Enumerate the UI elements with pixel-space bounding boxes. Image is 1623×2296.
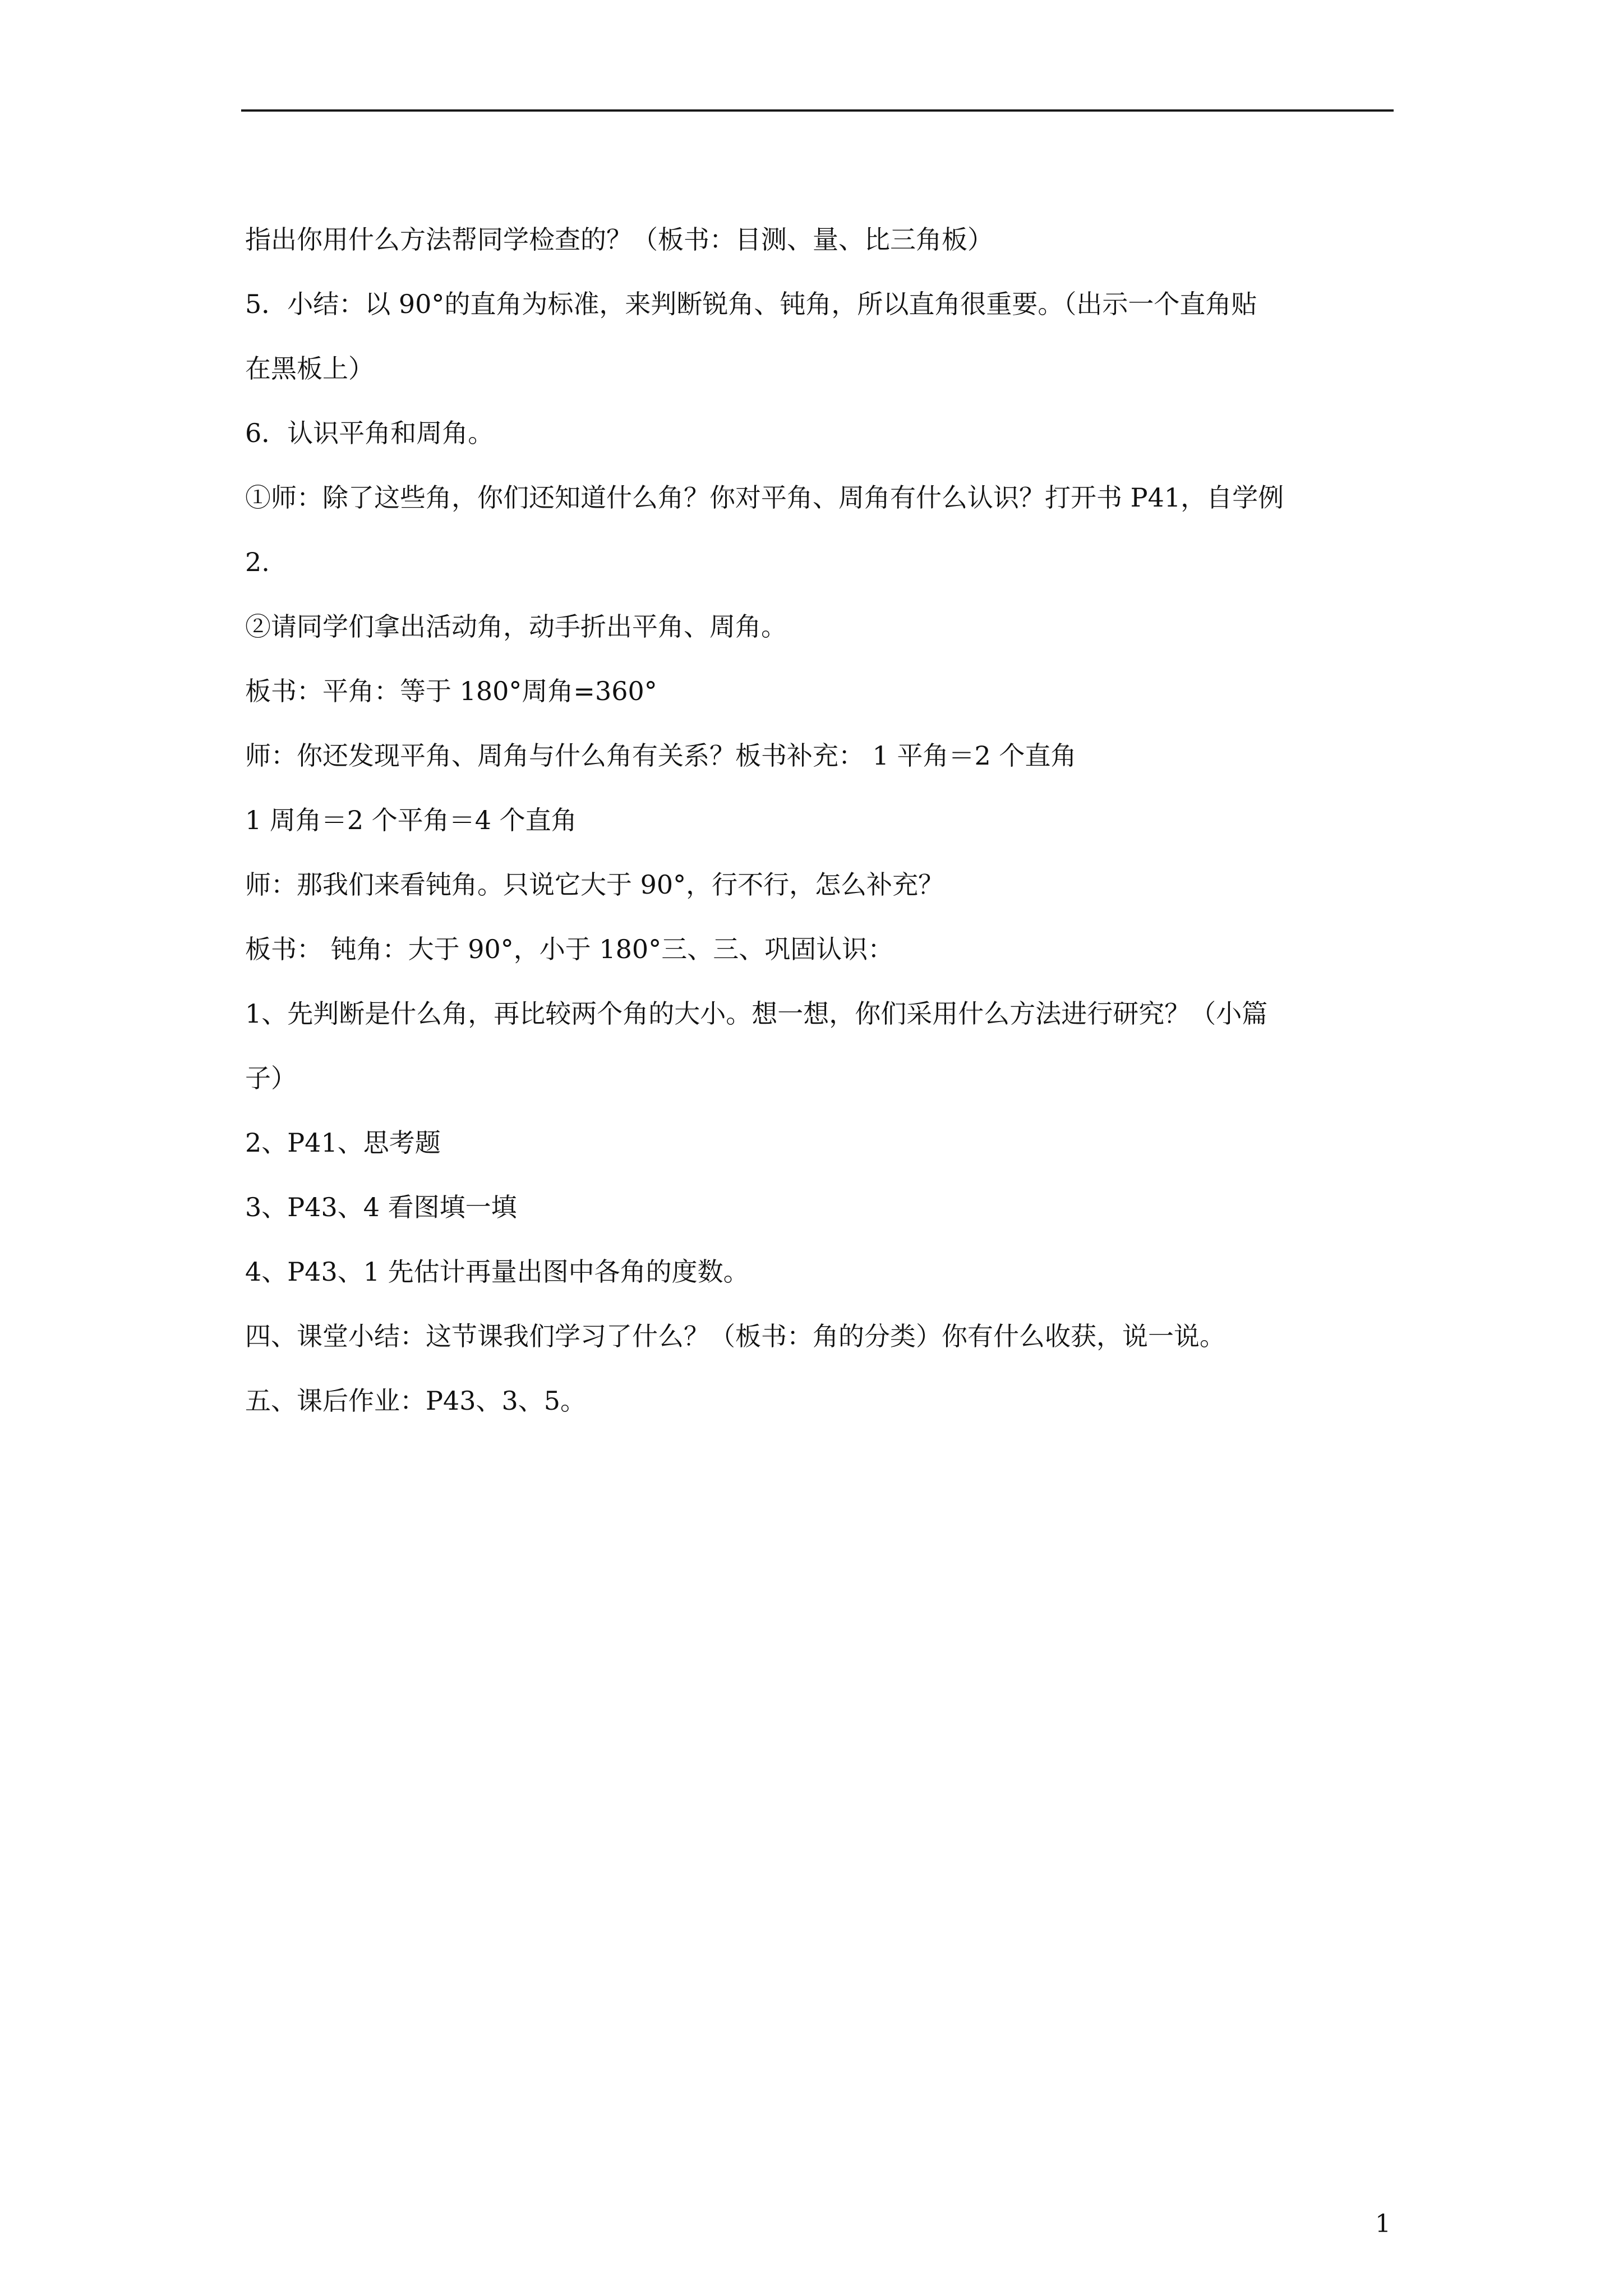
text-line: ②请同学们拿出活动角，动手折出平角、周角。 — [245, 611, 787, 642]
text-line: 1 周角＝2 个平角＝4 个直角 — [245, 805, 577, 835]
text-line: 1、先判断是什么角，再比较两个角的大小。想一想，你们采用什么方法进行研究？（小篇 — [245, 999, 1268, 1029]
text-line: 师：那我们来看钝角。只说它大于 90°，行不行，怎么补充？ — [245, 869, 944, 900]
text-line: ①师：除了这些角，你们还知道什么角？你对平角、周角有什么认识？打开书 P41，自学例 — [245, 482, 1284, 513]
text-line: 五、课后作业：P43、3、5。 — [245, 1386, 587, 1416]
text-line: 6．认识平角和周角。 — [245, 418, 494, 448]
text-line: 3、P43、4 看图填一填 — [245, 1192, 517, 1222]
text-line: 子） — [245, 1063, 297, 1093]
text-line: 2、P41、思考题 — [245, 1128, 441, 1158]
text-line: 板书：平角：等于 180°周角=360° — [245, 676, 657, 706]
text-line: 师：你还发现平角、周角与什么角有关系？板书补充： 1 平角＝2 个直角 — [245, 740, 1077, 771]
text-line: 2. — [245, 547, 270, 577]
page-number: 1 — [1375, 2210, 1391, 2238]
text-line: 5．小结：以 90°的直角为标准，来判断锐角、钝角，所以直角很重要。（出示一个直角贴 — [245, 289, 1257, 319]
text-line: 指出你用什么方法帮同学检查的？（板书：目测、量、比三角板） — [245, 224, 993, 255]
text-line: 板书： 钝角：大于 90°，小于 180°三、三、巩固认识： — [245, 934, 894, 964]
header-rule — [241, 109, 1394, 112]
text-line: 在黑板上） — [245, 353, 374, 384]
text-line: 4、P43、1 先估计再量出图中各角的度数。 — [245, 1257, 749, 1287]
text-line: 四、课堂小结：这节课我们学习了什么？（板书：角的分类）你有什么收获，说一说。 — [245, 1321, 1225, 1351]
document-body — [245, 208, 1395, 1433]
